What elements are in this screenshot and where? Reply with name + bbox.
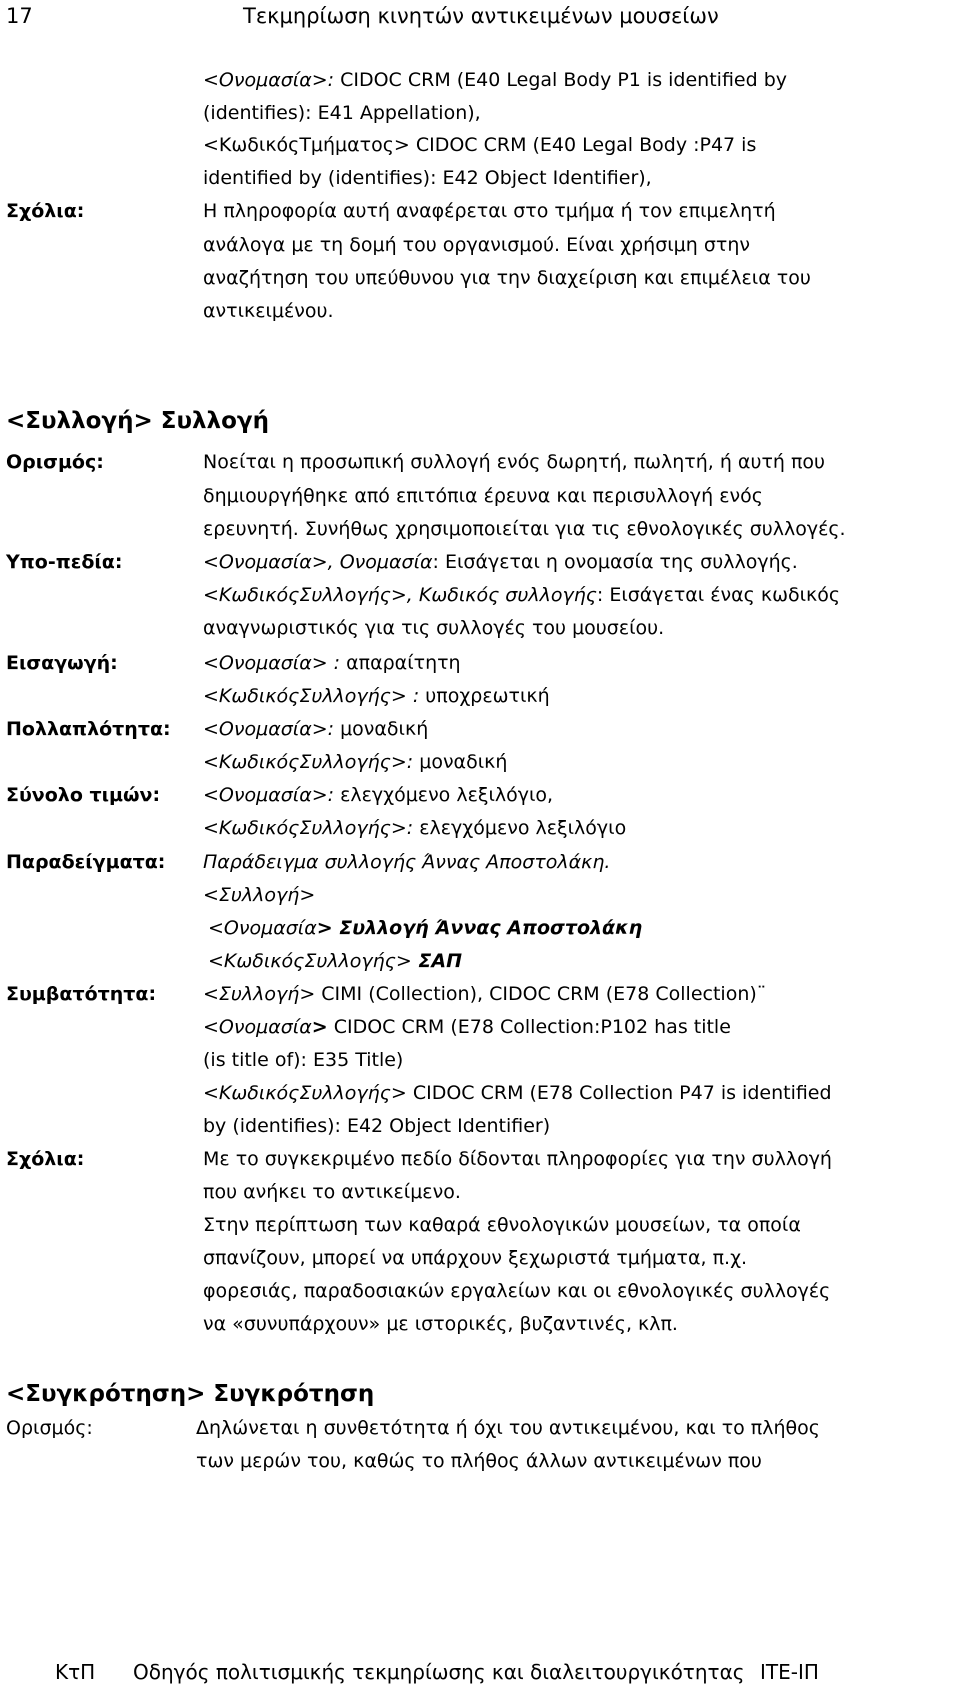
line-text: μοναδική [334,718,429,740]
top-comment-2: ανάλογα με τη δομή του οργανισμού. Είναι χρήσιμη στην [203,234,750,256]
section-heading-composition: <Συγκρότηση> Συγκρότηση [6,1381,375,1407]
tag-name: <Ονομασία>: [203,784,335,806]
multiplicity-label: Πολλαπλότητα: [6,718,171,740]
tag-close: > [316,917,340,939]
example-value: ΣΑΠ [411,950,462,972]
values-line-1 [203,779,553,812]
line-text: υποχρεωτική [419,685,550,707]
tag-name: <ΚωδικόςΣυλλογής>: [203,817,414,839]
page-number: 17 [6,4,33,28]
multiplicity-line-2 [203,746,507,779]
comment-line-3: Στην περίπτωση των καθαρά εθνολογικών μουσείων, τα οποία [203,1214,801,1236]
subfield-line-2 [203,579,840,612]
definition-line-3: ερευνητή. Συνήθως χρησιμοποιείται για τις εθνολογικές συλλογές. [203,518,846,540]
tag-name: <ΚωδικόςΣυλλογής>: [203,751,414,773]
tag-close: > [311,1016,328,1038]
compatibility-label: Συμβατότητα: [6,983,157,1005]
top-line-3: <ΚωδικόςΤμήματος> CIDOC CRM (E40 Legal Body :P47 is [203,134,757,156]
tag-name: <ΚωδικόςΣυλλογής>, Κωδικός συλλογής [203,584,597,606]
composition-def-line-2: των μερών του, καθώς το πλήθος άλλων αντικειμένων που [196,1450,762,1472]
top-comment-4: αντικειμένου. [203,300,334,322]
tag-name: <Συλλογή> [203,983,316,1005]
multiplicity-line-1 [203,713,428,746]
top-line-4: identified by (identifies): E42 Object Identifier), [203,167,652,189]
tag-name: <Συλλογή> [203,884,316,906]
entry-line-2 [203,680,550,713]
entry-label: Εισαγωγή: [6,652,118,674]
line-text: CIDOC CRM (E40 Legal Body P1 is identified by [334,69,788,91]
line-text: CIDOC CRM (E78 Collection:P102 has title [327,1016,731,1038]
compat-line-3: (is title of): E35 Title) [203,1049,404,1071]
tag-name: <Ονομασία>, Ονομασία [203,551,433,573]
compat-line-1 [203,978,766,1011]
tag-name: <Ονομασία [203,1016,312,1038]
tag-name: <Ονομασία>: [203,69,335,91]
tag-name: <ΚωδικόςΣυλλογής> [203,1082,407,1104]
compat-line-5: by (identifies): E42 Object Identifier) [203,1115,551,1137]
subfields-label: Υπο-πεδία: [6,551,123,573]
compat-line-4 [203,1077,832,1110]
section-heading-collection: <Συλλογή> Συλλογή [6,408,269,434]
example-text: Παράδειγμα συλλογής Άννας Αποστολάκη. [203,851,611,873]
values-label: Σύνολο τιμών: [6,784,161,806]
definition-line-2: δημιουργήθηκε από επιτόπια έρευνα και περισυλλογή ενός [203,485,763,507]
tag-name: <Ονομασία>: [203,718,335,740]
line-text: : Εισάγεται η ονομασία της συλλογής. [432,551,798,573]
top-line-1 [203,64,787,97]
subfield-line-1 [203,546,798,579]
top-comment-1: Η πληροφορία αυτή αναφέρεται στο τμήμα ή τον επιμελητή [203,200,776,222]
top-line-2: (identifies): E41 Appellation), [203,102,481,124]
line-text: απαραίτητη [340,652,461,674]
comments-label: Σχόλια: [6,1148,85,1170]
tag-name: <ΚωδικόςΣυλλογής> : [203,685,420,707]
comment-line-2: που ανήκει το αντικείμενο. [203,1181,461,1203]
example-line-4 [208,945,462,978]
comment-line-4: σπανίζουν, μπορεί να υπάρχουν ξεχωριστά τμήματα, π.χ. [203,1247,748,1269]
footer-center: Οδηγός πολιτισμικής τεκμηρίωσης και διαλειτουργικότητας [133,1660,745,1684]
example-line-2 [203,879,315,912]
comments-label: Σχόλια: [6,200,85,222]
example-line-1 [203,846,610,879]
subfield-line-3: αναγνωριστικός για τις συλλογές του μουσείου. [203,617,665,639]
example-value: Συλλογή Άννας Αποστολάκη [339,917,643,939]
tag-name: <Ονομασία> : [203,652,341,674]
definition-line-1: Νοείται η προσωπική συλλογή ενός δωρητή, πωλητή, ή αυτή που [203,451,826,473]
entry-line-1 [203,647,461,680]
line-text: ελεγχόμενο λεξιλόγιο, [334,784,554,806]
tag-name: <ΚωδικόςΣυλλογής> [208,950,412,972]
definition-label: Ορισμός: [6,1417,93,1439]
comment-line-6: να «συνυπάρχουν» με ιστορικές, βυζαντινές, κλπ. [203,1313,678,1335]
compat-line-2 [203,1011,731,1044]
line-text: ελεγχόμενο λεξιλόγιο [413,817,627,839]
examples-label: Παραδείγματα: [6,851,166,873]
line-text: CIMI (Collection), CIDOC CRM (E78 Collection)¨ [315,983,767,1005]
line-text: CIDOC CRM (E78 Collection P47 is identified [406,1082,832,1104]
tag-name: <Ονομασία [208,917,317,939]
footer-left: ΚτΠ [55,1660,96,1684]
line-text: : Εισάγεται ένας κωδικός [596,584,841,606]
values-line-2 [203,812,626,845]
composition-def-line-1: Δηλώνεται η συνθετότητα ή όχι του αντικειμένου, και το πλήθος [196,1417,820,1439]
example-line-3 [208,912,642,945]
definition-label: Ορισμός: [6,451,104,473]
comment-line-5: φορεσιάς, παραδοσιακών εργαλείων και οι εθνολογικές συλλογές [203,1280,831,1302]
line-text: μοναδική [413,751,508,773]
top-comment-3: αναζήτηση του υπεύθυνου για την διαχείριση και επιμέλεια του [203,267,811,289]
comment-line-1: Με το συγκεκριμένο πεδίο δίδονται πληροφορίες για την συλλογή [203,1148,832,1170]
footer-right: ΙΤΕ-ΙΠ [760,1660,819,1684]
running-header-title: Τεκμηρίωση κινητών αντικειμένων μουσείων [243,4,719,28]
